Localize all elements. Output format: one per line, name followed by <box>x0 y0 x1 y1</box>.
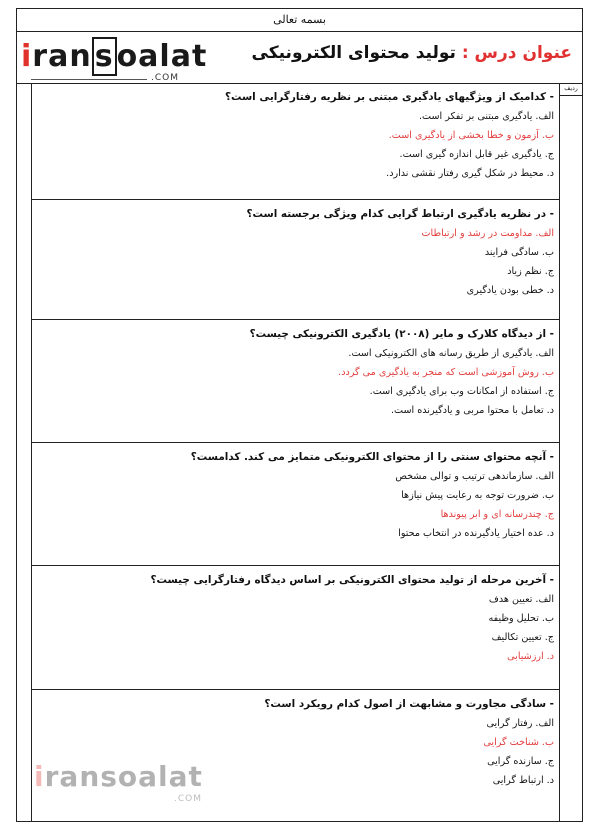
question-text: - آنچه محتوای سنتی را از محتوای الکترونیکی متمایز می کند. کدامست؟ <box>190 451 554 463</box>
option-d: د. تعامل با محتوا مربی و یادگیرنده است. <box>391 405 554 416</box>
question-text: - در نظریه یادگیری ارتباط گرایی کدام ویژگی برجسته است؟ <box>246 208 554 220</box>
question-1 <box>31 83 560 200</box>
option-b-correct: ب. آزمون و خطا بخشی از یادگیری است. <box>388 130 554 141</box>
option-c: ج. نظم زیاد <box>507 266 554 277</box>
option-c: ج. سازنده گرایی <box>487 756 554 767</box>
question-text: - از دیدگاه کلارک و مایر (۲۰۰۸) یادگیری الکترونیکی چیست؟ <box>249 328 554 340</box>
option-a: الف. رفتار گرایی <box>486 718 554 729</box>
question-5 <box>31 566 560 690</box>
option-c: ج. یادگیری غیر قابل اندازه گیری است. <box>399 149 554 160</box>
option-b: ب. تحلیل وظیفه <box>488 613 554 624</box>
option-b-correct: ب. روش آموزشی است که منجر به یادگیری می گردد. <box>338 367 554 378</box>
question-2 <box>31 200 560 320</box>
row-number-column <box>559 83 582 821</box>
title-header <box>17 31 582 84</box>
option-b: ب. ضرورت توجه به رعایت پیش نیازها <box>401 490 554 501</box>
course-title <box>252 43 572 63</box>
option-d: د. عده اختیار یادگیرنده در انتخاب محتوا <box>398 528 554 539</box>
course-title-label: عنوان درس : <box>461 43 572 63</box>
row-number-header: ردیف <box>560 83 582 96</box>
option-a: الف. یادگیری مبتنی بر تفکر است. <box>418 111 554 122</box>
option-d: د. ارتباط گرایی <box>492 775 554 786</box>
option-a: الف. یادگیری از طریق رسانه های الکترونیکی است. <box>348 348 554 359</box>
iransoalat-watermark: iransoalat .COM <box>34 760 203 804</box>
option-a: الف. تعیین هدف <box>488 594 554 605</box>
option-b-correct: ب. شناخت گرایی <box>483 737 554 748</box>
question-text: - کدامیک از ویژگیهای یادگیری مبتنی بر نظریه رفتارگرایی است؟ <box>224 91 554 103</box>
option-a: الف. سازماندهی ترتیب و توالی مشخص <box>395 471 554 482</box>
course-title-value: تولید محتوای الکترونیکی <box>251 43 456 63</box>
option-c: ج. استفاده از امکانات وب برای یادگیری است. <box>369 386 554 397</box>
option-d: د. محیط در شکل گیری رفتار نقشی ندارد. <box>386 168 554 179</box>
option-d: د. خطی بودن یادگیری <box>466 285 554 296</box>
option-d-correct: د. ارزشیابی <box>507 651 554 662</box>
option-c-correct: ج. چندرسانه ای و ابر پیوندها <box>440 509 554 520</box>
question-3 <box>31 320 560 443</box>
option-b: ب. سادگی فرایند <box>484 247 554 258</box>
exam-sheet <box>16 8 583 822</box>
iransoalat-logo: iran s oalat .COM <box>21 39 208 83</box>
option-a-correct: الف. مداومت در رشد و ارتباطات <box>421 228 554 239</box>
bismillah-header: بسمه تعالی <box>17 9 582 32</box>
question-4 <box>31 443 560 566</box>
question-text: - سادگی مجاورت و مشابهت از اصول کدام رویکرد است؟ <box>264 698 554 710</box>
question-text: - آخرین مرحله از تولید محتوای الکترونیکی بر اساس دیدگاه رفتارگرایی چیست؟ <box>150 574 554 586</box>
option-c: ج. تعیین تکالیف <box>491 632 554 643</box>
